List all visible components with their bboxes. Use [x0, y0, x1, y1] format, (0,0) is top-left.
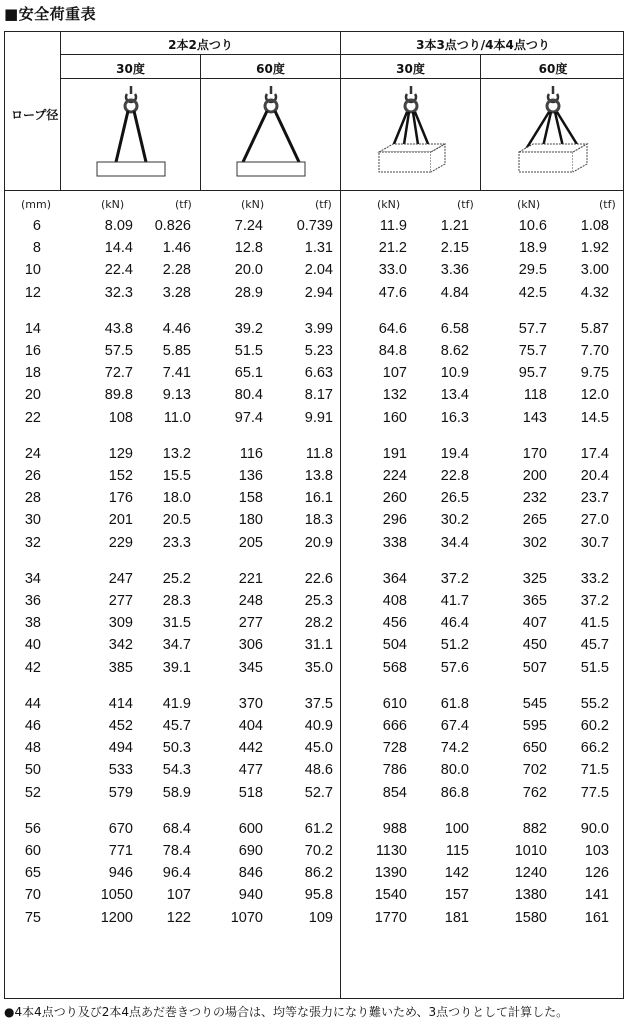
load-value-cell: 103: [584, 843, 609, 859]
load-value-cell: 342: [108, 637, 133, 654]
load-value-cell: 1770: [374, 909, 407, 926]
load-value-cell: 191: [382, 445, 407, 462]
unit-tf: (tf): [175, 198, 192, 211]
unit-kn: (kN): [241, 198, 265, 211]
load-value-cell: 3.28: [162, 284, 191, 301]
load-value-cell: 1010: [514, 843, 547, 859]
two-point-sling-30-icon: [91, 84, 171, 182]
load-value-cell: 20.9: [304, 534, 333, 551]
load-value-cell: 116: [239, 445, 263, 462]
load-value-cell: 205: [238, 534, 263, 551]
angle-header-60: 60度: [538, 62, 568, 76]
load-value-cell: 142: [444, 865, 469, 882]
load-value-cell: 20.5: [162, 512, 191, 529]
load-value-cell: 86.8: [440, 784, 469, 801]
load-value-cell: 45.7: [162, 718, 191, 734]
load-value-cell: 61.8: [440, 695, 469, 712]
load-value-cell: 533: [108, 762, 133, 779]
group-header-two-point: 2本2点つり: [168, 38, 233, 52]
load-value-cell: 37.5: [304, 695, 333, 712]
header-divider: [60, 78, 623, 79]
rope-diameter-cell: 36: [24, 593, 41, 609]
load-value-cell: 17.4: [580, 445, 609, 462]
load-value-cell: 16.1: [304, 490, 333, 507]
load-value-cell: 9.91: [304, 409, 333, 426]
column-divider: [60, 32, 61, 190]
load-value-cell: 1.31: [304, 240, 333, 257]
load-value-cell: 42.5: [518, 284, 547, 301]
load-value-cell: 23.3: [162, 534, 191, 551]
load-value-cell: 28.2: [304, 615, 333, 632]
load-value-cell: 345: [238, 659, 263, 676]
load-value-cell: 58.9: [162, 784, 191, 801]
rope-diameter-cell: 14: [24, 320, 41, 337]
load-value-cell: 610: [382, 695, 407, 712]
load-value-cell: 20.0: [234, 262, 263, 279]
load-value-cell: 8.09: [104, 218, 133, 234]
angle-header-30: 30度: [116, 62, 145, 76]
load-value-cell: 8.62: [440, 343, 469, 359]
load-value-cell: 504: [382, 637, 407, 654]
load-value-cell: 277: [108, 593, 133, 609]
load-value-cell: 37.2: [580, 593, 609, 609]
load-value-cell: 265: [522, 512, 547, 529]
rope-diameter-cell: 12: [24, 284, 41, 301]
load-value-cell: 854: [382, 784, 407, 801]
load-value-cell: 51.2: [440, 637, 469, 654]
load-value-cell: 80.4: [234, 387, 263, 404]
load-value-cell: 107: [166, 887, 191, 904]
rope-diameter-cell: 44: [24, 695, 41, 712]
load-value-cell: 3.99: [304, 320, 333, 337]
load-value-cell: 52.7: [304, 784, 333, 801]
load-value-cell: 157: [444, 887, 469, 904]
rope-diameter-cell: 6: [32, 218, 41, 234]
load-value-cell: 370: [238, 695, 263, 712]
load-value-cell: 670: [108, 820, 133, 837]
load-value-cell: 1050: [100, 887, 133, 904]
load-value-cell: 16.3: [440, 409, 469, 426]
angle-header-30: 30度: [396, 62, 425, 76]
load-value-cell: 96.4: [162, 865, 191, 882]
load-value-cell: 4.84: [440, 284, 469, 301]
four-point-sling-30-icon: [371, 84, 451, 182]
load-value-cell: 7.24: [234, 218, 263, 234]
load-value-cell: 1580: [514, 909, 547, 926]
header-divider: [60, 54, 623, 55]
safe-load-table: [4, 31, 624, 999]
load-value-cell: 201: [108, 512, 133, 529]
load-value-cell: 80.0: [440, 762, 469, 779]
load-value-cell: 57.7: [518, 320, 547, 337]
angle-header-60: 60度: [256, 62, 285, 76]
load-value-cell: 95.7: [518, 365, 547, 382]
load-value-cell: 6.63: [304, 365, 333, 382]
rope-diameter-cell: 28: [24, 490, 41, 507]
load-value-cell: 11.8: [305, 445, 333, 462]
load-value-cell: 108: [108, 409, 133, 426]
load-value-cell: 13.2: [162, 445, 191, 462]
load-value-cell: 14.5: [580, 409, 609, 426]
load-value-cell: 18.0: [162, 490, 191, 507]
load-value-cell: 404: [238, 718, 263, 734]
load-value-cell: 568: [382, 659, 407, 676]
load-value-cell: 229: [108, 534, 133, 551]
load-value-cell: 507: [522, 659, 547, 676]
load-value-cell: 477: [238, 762, 263, 779]
load-value-cell: 786: [382, 762, 407, 779]
load-value-cell: 2.15: [440, 240, 469, 257]
rope-diameter-cell: 40: [24, 637, 41, 654]
four-point-sling-60-icon: [513, 84, 593, 182]
load-value-cell: 47.6: [378, 284, 407, 301]
load-value-cell: 494: [108, 740, 133, 757]
load-value-cell: 12.0: [580, 387, 609, 404]
rope-diameter-cell: 24: [24, 445, 41, 462]
load-value-cell: 107: [382, 365, 407, 382]
load-value-cell: 545: [522, 695, 547, 712]
load-value-cell: 364: [382, 570, 407, 587]
column-divider: [340, 32, 341, 998]
load-value-cell: 141: [584, 887, 609, 904]
load-value-cell: 40.9: [304, 718, 333, 734]
unit-tf: (tf): [599, 198, 616, 211]
load-value-cell: 3.36: [440, 262, 469, 279]
load-value-cell: 152: [108, 468, 133, 484]
load-value-cell: 75.7: [518, 343, 547, 359]
load-value-cell: 89.8: [104, 387, 133, 404]
load-value-cell: 161: [584, 909, 609, 926]
load-value-cell: 248: [238, 593, 263, 609]
load-value-cell: 1200: [100, 909, 133, 926]
load-value-cell: 109: [308, 909, 333, 926]
load-value-cell: 988: [382, 820, 407, 837]
load-value-cell: 702: [522, 762, 547, 779]
load-value-cell: 67.4: [440, 718, 469, 734]
load-value-cell: 14.4: [104, 240, 133, 257]
load-value-cell: 309: [108, 615, 133, 632]
load-value-cell: 7.70: [580, 343, 609, 359]
load-value-cell: 60.2: [580, 718, 609, 734]
load-value-cell: 37.2: [440, 570, 469, 587]
load-value-cell: 39.1: [162, 659, 191, 676]
load-value-cell: 1390: [374, 865, 407, 882]
rope-diameter-cell: 8: [32, 240, 41, 257]
load-value-cell: 31.5: [162, 615, 191, 632]
load-value-cell: 452: [108, 718, 133, 734]
load-value-cell: 21.2: [378, 240, 407, 257]
load-value-cell: 4.32: [580, 284, 609, 301]
load-value-cell: 6.58: [440, 320, 469, 337]
load-value-cell: 23.7: [580, 490, 609, 507]
rope-diameter-cell: 32: [24, 534, 41, 551]
rope-diameter-cell: 34: [24, 570, 41, 587]
load-value-cell: 28.3: [162, 593, 191, 609]
load-value-cell: 77.5: [580, 784, 609, 801]
load-value-cell: 100: [444, 820, 469, 837]
load-value-cell: 200: [522, 468, 547, 484]
load-value-cell: 34.4: [440, 534, 469, 551]
group-header-three-four-point: 3本3点つり/4本4点つり: [416, 38, 550, 52]
load-value-cell: 1.92: [580, 240, 609, 257]
load-value-cell: 10.9: [440, 365, 469, 382]
two-point-sling-60-icon: [231, 84, 311, 182]
load-value-cell: 940: [238, 887, 263, 904]
load-value-cell: 27.0: [580, 512, 609, 529]
load-value-cell: 180: [238, 512, 263, 529]
load-value-cell: 22.8: [440, 468, 469, 484]
load-value-cell: 600: [238, 820, 263, 837]
load-value-cell: 2.94: [304, 284, 333, 301]
load-value-cell: 296: [382, 512, 407, 529]
load-value-cell: 33.2: [580, 570, 609, 587]
load-value-cell: 126: [584, 865, 609, 882]
load-value-cell: 20.4: [580, 468, 609, 484]
load-value-cell: 302: [522, 534, 547, 551]
load-value-cell: 118: [523, 387, 547, 404]
load-value-cell: 122: [166, 909, 191, 926]
load-value-cell: 70.2: [304, 843, 333, 859]
header-bottom-border: [5, 190, 623, 191]
load-value-cell: 1240: [514, 865, 547, 882]
load-value-cell: 666: [382, 718, 407, 734]
load-value-cell: 48.6: [304, 762, 333, 779]
load-value-cell: 365: [522, 593, 547, 609]
load-value-cell: 41.5: [580, 615, 609, 632]
load-value-cell: 12.8: [234, 240, 263, 257]
load-value-cell: 4.46: [162, 320, 191, 337]
load-value-cell: 78.4: [162, 843, 191, 859]
load-value-cell: 0.826: [154, 218, 191, 234]
load-value-cell: 771: [108, 843, 133, 859]
load-value-cell: 19.4: [440, 445, 469, 462]
page-title: ■安全荷重表: [4, 5, 97, 23]
rope-diameter-cell: 50: [24, 762, 41, 779]
load-value-cell: 45.0: [304, 740, 333, 757]
load-value-cell: 1070: [230, 909, 263, 926]
load-value-cell: 71.5: [580, 762, 609, 779]
load-value-cell: 1540: [374, 887, 407, 904]
load-value-cell: 86.2: [304, 865, 333, 882]
load-value-cell: 5.87: [580, 320, 609, 337]
rope-diameter-cell: 65: [24, 865, 41, 882]
load-value-cell: 9.75: [580, 365, 609, 382]
load-value-cell: 1.08: [580, 218, 609, 234]
load-value-cell: 51.5: [580, 659, 609, 676]
load-value-cell: 221: [238, 570, 263, 587]
load-value-cell: 90.0: [580, 820, 609, 837]
load-value-cell: 247: [108, 570, 133, 587]
load-value-cell: 39.2: [234, 320, 263, 337]
load-value-cell: 385: [108, 659, 133, 676]
load-value-cell: 3.00: [580, 262, 609, 279]
load-value-cell: 55.2: [580, 695, 609, 712]
load-value-cell: 34.7: [162, 637, 191, 654]
rope-diameter-cell: 75: [24, 909, 41, 926]
load-value-cell: 30.7: [580, 534, 609, 551]
rope-diameter-cell: 20: [24, 387, 41, 404]
load-value-cell: 143: [522, 409, 547, 426]
rope-diameter-cell: 42: [24, 659, 41, 676]
load-value-cell: 65.1: [234, 365, 263, 382]
load-value-cell: 579: [108, 784, 133, 801]
rope-diameter-cell: 16: [24, 343, 41, 359]
load-value-cell: 158: [238, 490, 263, 507]
load-value-cell: 13.4: [440, 387, 469, 404]
rope-diameter-header: ロープ径: [11, 108, 59, 122]
rope-diameter-cell: 30: [24, 512, 41, 529]
load-value-cell: 442: [238, 740, 263, 757]
load-value-cell: 54.3: [162, 762, 191, 779]
load-value-cell: 32.3: [104, 284, 133, 301]
rope-diameter-cell: 38: [24, 615, 41, 632]
load-value-cell: 46.4: [440, 615, 469, 632]
load-value-cell: 7.41: [162, 365, 191, 382]
load-value-cell: 51.5: [234, 343, 263, 359]
load-value-cell: 26.5: [440, 490, 469, 507]
load-value-cell: 28.9: [234, 284, 263, 301]
load-value-cell: 18.3: [304, 512, 333, 529]
load-value-cell: 690: [238, 843, 263, 859]
rope-diameter-cell: 56: [24, 820, 41, 837]
load-value-cell: 1.21: [440, 218, 469, 234]
load-value-cell: 407: [522, 615, 547, 632]
rope-diameter-cell: 26: [24, 468, 41, 484]
load-value-cell: 97.4: [234, 409, 263, 426]
load-value-cell: 306: [238, 637, 263, 654]
load-value-cell: 414: [108, 695, 133, 712]
load-value-cell: 408: [382, 593, 407, 609]
load-value-cell: 9.13: [162, 387, 191, 404]
load-value-cell: 41.9: [162, 695, 191, 712]
load-value-cell: 728: [382, 740, 407, 757]
load-value-cell: 456: [382, 615, 407, 632]
load-value-cell: 136: [238, 468, 263, 484]
unit-tf: (tf): [315, 198, 332, 211]
load-value-cell: 57.6: [440, 659, 469, 676]
load-value-cell: 95.8: [304, 887, 333, 904]
load-value-cell: 33.0: [378, 262, 407, 279]
load-value-cell: 11.0: [163, 409, 191, 426]
load-value-cell: 43.8: [104, 320, 133, 337]
load-value-cell: 72.7: [104, 365, 133, 382]
load-value-cell: 45.7: [580, 637, 609, 654]
load-value-cell: 1380: [514, 887, 547, 904]
load-value-cell: 595: [522, 718, 547, 734]
load-value-cell: 11.9: [379, 218, 407, 234]
load-value-cell: 946: [108, 865, 133, 882]
rope-diameter-cell: 10: [24, 262, 41, 279]
load-value-cell: 846: [238, 865, 263, 882]
load-value-cell: 232: [522, 490, 547, 507]
load-value-cell: 277: [238, 615, 263, 632]
footnote: ●4本4点つり及び2本4点あだ巻きつりの場合は、均等な張力になり難いため、3点つりとして計算した。: [4, 1005, 569, 1019]
load-value-cell: 260: [382, 490, 407, 507]
load-value-cell: 57.5: [104, 343, 133, 359]
load-value-cell: 181: [444, 909, 469, 926]
load-value-cell: 132: [382, 387, 407, 404]
load-value-cell: 176: [108, 490, 133, 507]
load-value-cell: 5.85: [162, 343, 191, 359]
load-value-cell: 50.3: [162, 740, 191, 757]
load-value-cell: 8.17: [304, 387, 333, 404]
rope-diameter-cell: 48: [24, 740, 41, 757]
load-value-cell: 1.46: [162, 240, 191, 257]
rope-diameter-cell: 52: [24, 784, 41, 801]
load-value-cell: 325: [522, 570, 547, 587]
rope-diameter-cell: 46: [24, 718, 41, 734]
load-value-cell: 25.3: [304, 593, 333, 609]
load-value-cell: 10.6: [518, 218, 547, 234]
unit-mm: (mm): [21, 198, 52, 211]
load-value-cell: 338: [382, 534, 407, 551]
load-value-cell: 25.2: [162, 570, 191, 587]
load-value-cell: 2.04: [304, 262, 333, 279]
load-value-cell: 1130: [375, 843, 407, 859]
load-value-cell: 22.4: [104, 262, 133, 279]
load-value-cell: 29.5: [518, 262, 547, 279]
rope-diameter-cell: 70: [24, 887, 41, 904]
load-value-cell: 18.9: [518, 240, 547, 257]
load-value-cell: 68.4: [162, 820, 191, 837]
load-value-cell: 15.5: [162, 468, 191, 484]
load-value-cell: 66.2: [580, 740, 609, 757]
unit-kn: (kN): [377, 198, 401, 211]
unit-kn: (kN): [517, 198, 541, 211]
load-value-cell: 450: [522, 637, 547, 654]
load-value-cell: 84.8: [378, 343, 407, 359]
load-value-cell: 129: [108, 445, 133, 462]
load-value-cell: 31.1: [304, 637, 333, 654]
load-value-cell: 170: [522, 445, 547, 462]
load-value-cell: 74.2: [440, 740, 469, 757]
load-value-cell: 35.0: [304, 659, 333, 676]
load-value-cell: 22.6: [304, 570, 333, 587]
load-value-cell: 518: [238, 784, 263, 801]
load-value-cell: 160: [382, 409, 407, 426]
rope-diameter-cell: 60: [24, 843, 41, 859]
unit-kn: (kN): [101, 198, 125, 211]
load-value-cell: 115: [445, 843, 469, 859]
load-value-cell: 41.7: [440, 593, 469, 609]
load-value-cell: 650: [522, 740, 547, 757]
load-value-cell: 882: [522, 820, 547, 837]
load-value-cell: 762: [522, 784, 547, 801]
rope-diameter-cell: 22: [24, 409, 41, 426]
load-value-cell: 0.739: [296, 218, 333, 234]
load-value-cell: 2.28: [162, 262, 191, 279]
load-value-cell: 64.6: [378, 320, 407, 337]
load-value-cell: 13.8: [304, 468, 333, 484]
load-value-cell: 5.23: [304, 343, 333, 359]
load-value-cell: 61.2: [304, 820, 333, 837]
load-value-cell: 30.2: [440, 512, 469, 529]
rope-diameter-cell: 18: [24, 365, 41, 382]
load-value-cell: 224: [382, 468, 407, 484]
unit-tf: (tf): [457, 198, 474, 211]
